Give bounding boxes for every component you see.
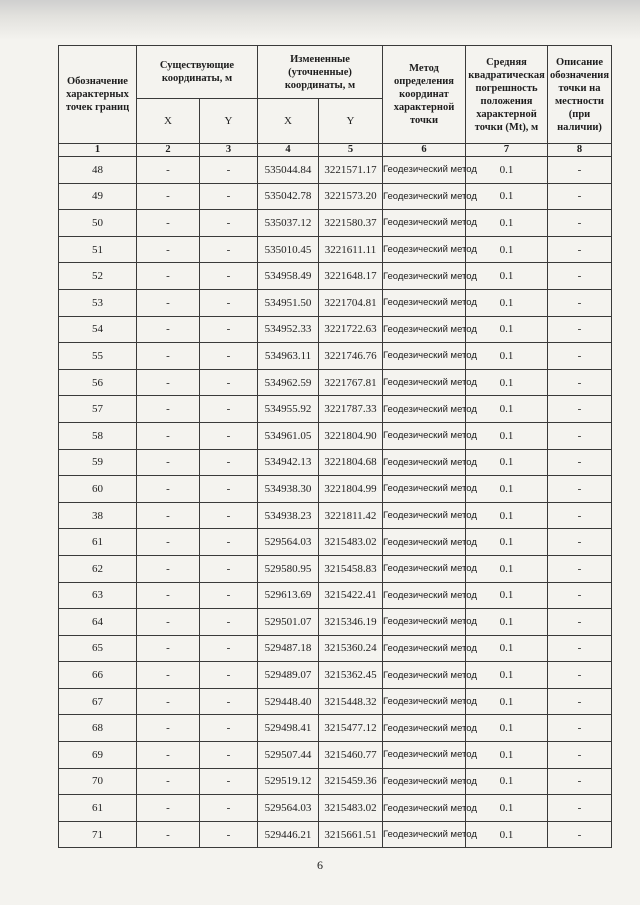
- cell-existing-y: -: [200, 529, 258, 556]
- cell-existing-x: -: [137, 529, 200, 556]
- cell-point-id: 56: [59, 369, 137, 396]
- page-number: 6: [317, 858, 323, 872]
- cell-x: 529487.18: [258, 635, 319, 662]
- cell-error: 0.1: [466, 263, 548, 290]
- table-row: [59, 635, 612, 662]
- cell-method: Геодезический метод: [383, 316, 466, 343]
- cell-error: 0.1: [466, 369, 548, 396]
- header-description: Описание обозначения точки на местности (при наличии): [548, 46, 612, 144]
- cell-error: 0.1: [466, 289, 548, 316]
- cell-y: 3221648.17: [319, 263, 383, 290]
- cell-point-id: 67: [59, 688, 137, 715]
- cell-description: -: [548, 795, 612, 822]
- cell-existing-y: -: [200, 289, 258, 316]
- cell-method: Геодезический метод: [383, 263, 466, 290]
- cell-point-id: 55: [59, 343, 137, 370]
- cell-point-id: 71: [59, 821, 137, 848]
- cell-method: Геодезический метод: [383, 210, 466, 237]
- cell-y: 3221573.20: [319, 183, 383, 210]
- cell-point-id: 62: [59, 555, 137, 582]
- cell-y: 3221571.17: [319, 157, 383, 184]
- cell-existing-x: -: [137, 609, 200, 636]
- cell-existing-x: -: [137, 210, 200, 237]
- table-row: [59, 476, 612, 503]
- cell-y: 3215362.45: [319, 662, 383, 689]
- cell-x: 529613.69: [258, 582, 319, 609]
- cell-y: 3215483.02: [319, 529, 383, 556]
- column-number: 4: [258, 144, 319, 157]
- cell-error: 0.1: [466, 688, 548, 715]
- cell-existing-x: -: [137, 157, 200, 184]
- cell-error: 0.1: [466, 316, 548, 343]
- table-row: [59, 449, 612, 476]
- cell-y: 3215483.02: [319, 795, 383, 822]
- header-point-designation: Обозначение характерных точек границ: [59, 46, 137, 144]
- cell-existing-y: -: [200, 449, 258, 476]
- cell-error: 0.1: [466, 768, 548, 795]
- cell-existing-x: -: [137, 422, 200, 449]
- cell-description: -: [548, 688, 612, 715]
- cell-x: 534955.92: [258, 396, 319, 423]
- cell-existing-y: -: [200, 369, 258, 396]
- cell-method: Геодезический метод: [383, 688, 466, 715]
- cell-x: 529446.21: [258, 821, 319, 848]
- cell-description: -: [548, 396, 612, 423]
- cell-existing-x: -: [137, 502, 200, 529]
- cell-error: 0.1: [466, 529, 548, 556]
- cell-y: 3215661.51: [319, 821, 383, 848]
- cell-error: 0.1: [466, 476, 548, 503]
- column-number: 3: [200, 144, 258, 157]
- cell-existing-x: -: [137, 821, 200, 848]
- cell-point-id: 68: [59, 715, 137, 742]
- cell-y: 3215448.32: [319, 688, 383, 715]
- table-body: [59, 157, 612, 848]
- cell-error: 0.1: [466, 609, 548, 636]
- cell-method: Геодезический метод: [383, 609, 466, 636]
- cell-method: Геодезический метод: [383, 157, 466, 184]
- cell-description: -: [548, 476, 612, 503]
- cell-description: -: [548, 742, 612, 769]
- cell-x: 529489.07: [258, 662, 319, 689]
- cell-existing-x: -: [137, 316, 200, 343]
- cell-point-id: 50: [59, 210, 137, 237]
- cell-description: -: [548, 263, 612, 290]
- table-row: [59, 582, 612, 609]
- cell-existing-y: -: [200, 157, 258, 184]
- cell-description: -: [548, 343, 612, 370]
- cell-point-id: 69: [59, 742, 137, 769]
- cell-description: -: [548, 662, 612, 689]
- cell-existing-y: -: [200, 768, 258, 795]
- cell-error: 0.1: [466, 715, 548, 742]
- cell-method: Геодезический метод: [383, 396, 466, 423]
- cell-x: 534952.33: [258, 316, 319, 343]
- cell-error: 0.1: [466, 635, 548, 662]
- cell-description: -: [548, 715, 612, 742]
- cell-existing-x: -: [137, 396, 200, 423]
- header-changed-x: X: [258, 99, 319, 144]
- cell-y: 3221580.37: [319, 210, 383, 237]
- cell-error: 0.1: [466, 502, 548, 529]
- cell-existing-x: -: [137, 476, 200, 503]
- cell-error: 0.1: [466, 582, 548, 609]
- table-row: [59, 662, 612, 689]
- cell-point-id: 53: [59, 289, 137, 316]
- cell-y: 3215460.77: [319, 742, 383, 769]
- table-row: [59, 502, 612, 529]
- table-row: [59, 316, 612, 343]
- cell-existing-y: -: [200, 502, 258, 529]
- cell-method: Геодезический метод: [383, 449, 466, 476]
- cell-x: 529507.44: [258, 742, 319, 769]
- table-row: [59, 768, 612, 795]
- cell-method: Геодезический метод: [383, 742, 466, 769]
- cell-point-id: 63: [59, 582, 137, 609]
- header-changed-coordinates: Измененные (уточненные) координаты, м: [258, 46, 383, 99]
- cell-y: 3215360.24: [319, 635, 383, 662]
- cell-point-id: 54: [59, 316, 137, 343]
- cell-existing-y: -: [200, 821, 258, 848]
- cell-existing-y: -: [200, 396, 258, 423]
- cell-existing-x: -: [137, 236, 200, 263]
- header-error: Средняя квадратическая погрешность положения характерной точки (Mt), м: [466, 46, 548, 144]
- cell-method: Геодезический метод: [383, 768, 466, 795]
- cell-point-id: 57: [59, 396, 137, 423]
- cell-existing-x: -: [137, 369, 200, 396]
- cell-existing-y: -: [200, 210, 258, 237]
- table-row: [59, 422, 612, 449]
- table-row: [59, 555, 612, 582]
- cell-x: 529448.40: [258, 688, 319, 715]
- cell-method: Геодезический метод: [383, 529, 466, 556]
- cell-existing-x: -: [137, 263, 200, 290]
- cell-x: 534951.50: [258, 289, 319, 316]
- cell-error: 0.1: [466, 449, 548, 476]
- cell-point-id: 66: [59, 662, 137, 689]
- cell-method: Геодезический метод: [383, 795, 466, 822]
- cell-x: 529564.03: [258, 529, 319, 556]
- cell-error: 0.1: [466, 343, 548, 370]
- cell-x: 534963.11: [258, 343, 319, 370]
- cell-existing-x: -: [137, 343, 200, 370]
- cell-point-id: 65: [59, 635, 137, 662]
- cell-y: 3221811.42: [319, 502, 383, 529]
- table-row: [59, 236, 612, 263]
- cell-point-id: 49: [59, 183, 137, 210]
- cell-description: -: [548, 529, 612, 556]
- cell-point-id: 51: [59, 236, 137, 263]
- cell-existing-y: -: [200, 555, 258, 582]
- cell-point-id: 60: [59, 476, 137, 503]
- cell-existing-x: -: [137, 582, 200, 609]
- header-method: Метод определения координат характерной точки: [383, 46, 466, 144]
- cell-description: -: [548, 289, 612, 316]
- cell-x: 535044.84: [258, 157, 319, 184]
- cell-y: 3221804.68: [319, 449, 383, 476]
- cell-description: -: [548, 555, 612, 582]
- cell-existing-y: -: [200, 582, 258, 609]
- cell-method: Геодезический метод: [383, 183, 466, 210]
- cell-y: 3215459.36: [319, 768, 383, 795]
- table-row: [59, 157, 612, 184]
- coordinates-table: [58, 45, 612, 848]
- cell-x: 534938.30: [258, 476, 319, 503]
- cell-existing-y: -: [200, 343, 258, 370]
- cell-y: 3221804.90: [319, 422, 383, 449]
- cell-existing-y: -: [200, 316, 258, 343]
- cell-error: 0.1: [466, 210, 548, 237]
- cell-method: Геодезический метод: [383, 369, 466, 396]
- cell-x: 534942.13: [258, 449, 319, 476]
- cell-existing-x: -: [137, 715, 200, 742]
- cell-description: -: [548, 157, 612, 184]
- cell-existing-x: -: [137, 662, 200, 689]
- cell-description: -: [548, 821, 612, 848]
- cell-point-id: 52: [59, 263, 137, 290]
- cell-existing-x: -: [137, 742, 200, 769]
- cell-y: 3221804.99: [319, 476, 383, 503]
- cell-x: 535010.45: [258, 236, 319, 263]
- cell-point-id: 64: [59, 609, 137, 636]
- cell-y: 3221722.63: [319, 316, 383, 343]
- cell-existing-x: -: [137, 795, 200, 822]
- table-row: [59, 396, 612, 423]
- cell-existing-y: -: [200, 662, 258, 689]
- cell-method: Геодезический метод: [383, 821, 466, 848]
- cell-x: 529519.12: [258, 768, 319, 795]
- header-existing-x: X: [137, 99, 200, 144]
- cell-x: 535037.12: [258, 210, 319, 237]
- cell-y: 3215346.19: [319, 609, 383, 636]
- cell-error: 0.1: [466, 422, 548, 449]
- cell-existing-y: -: [200, 422, 258, 449]
- table-row: [59, 289, 612, 316]
- cell-y: 3221767.81: [319, 369, 383, 396]
- cell-description: -: [548, 210, 612, 237]
- cell-y: 3215458.83: [319, 555, 383, 582]
- cell-y: 3221611.11: [319, 236, 383, 263]
- table-row: [59, 210, 612, 237]
- cell-x: 534958.49: [258, 263, 319, 290]
- cell-error: 0.1: [466, 742, 548, 769]
- cell-x: 535042.78: [258, 183, 319, 210]
- cell-method: Геодезический метод: [383, 476, 466, 503]
- header-changed-y: Y: [319, 99, 383, 144]
- cell-error: 0.1: [466, 821, 548, 848]
- column-number: 7: [466, 144, 548, 157]
- column-number-row: [59, 144, 612, 157]
- cell-existing-x: -: [137, 183, 200, 210]
- header-existing-y: Y: [200, 99, 258, 144]
- cell-existing-x: -: [137, 768, 200, 795]
- cell-x: 529564.03: [258, 795, 319, 822]
- cell-error: 0.1: [466, 183, 548, 210]
- cell-existing-x: -: [137, 688, 200, 715]
- cell-error: 0.1: [466, 157, 548, 184]
- cell-description: -: [548, 369, 612, 396]
- cell-y: 3215477.12: [319, 715, 383, 742]
- cell-method: Геодезический метод: [383, 555, 466, 582]
- cell-method: Геодезический метод: [383, 715, 466, 742]
- cell-point-id: 59: [59, 449, 137, 476]
- table-row: [59, 369, 612, 396]
- cell-error: 0.1: [466, 396, 548, 423]
- column-number: 2: [137, 144, 200, 157]
- table-row: [59, 263, 612, 290]
- cell-description: -: [548, 422, 612, 449]
- cell-existing-x: -: [137, 449, 200, 476]
- cell-x: 529580.95: [258, 555, 319, 582]
- column-number: 1: [59, 144, 137, 157]
- cell-existing-y: -: [200, 742, 258, 769]
- header-existing-coordinates: Существующие координаты, м: [137, 46, 258, 99]
- cell-description: -: [548, 768, 612, 795]
- table-row: [59, 715, 612, 742]
- cell-existing-x: -: [137, 289, 200, 316]
- cell-existing-y: -: [200, 635, 258, 662]
- cell-error: 0.1: [466, 555, 548, 582]
- cell-x: 534962.59: [258, 369, 319, 396]
- table-row: [59, 609, 612, 636]
- cell-description: -: [548, 449, 612, 476]
- cell-y: 3215422.41: [319, 582, 383, 609]
- cell-method: Геодезический метод: [383, 635, 466, 662]
- cell-point-id: 38: [59, 502, 137, 529]
- cell-point-id: 61: [59, 529, 137, 556]
- cell-x: 534938.23: [258, 502, 319, 529]
- cell-method: Геодезический метод: [383, 582, 466, 609]
- cell-existing-x: -: [137, 635, 200, 662]
- cell-existing-y: -: [200, 236, 258, 263]
- cell-x: 534961.05: [258, 422, 319, 449]
- cell-existing-y: -: [200, 609, 258, 636]
- cell-description: -: [548, 236, 612, 263]
- cell-y: 3221704.81: [319, 289, 383, 316]
- cell-point-id: 48: [59, 157, 137, 184]
- cell-error: 0.1: [466, 795, 548, 822]
- cell-method: Геодезический метод: [383, 289, 466, 316]
- cell-existing-y: -: [200, 795, 258, 822]
- cell-description: -: [548, 502, 612, 529]
- column-number: 8: [548, 144, 612, 157]
- cell-description: -: [548, 635, 612, 662]
- cell-method: Геодезический метод: [383, 343, 466, 370]
- cell-error: 0.1: [466, 662, 548, 689]
- cell-point-id: 58: [59, 422, 137, 449]
- cell-method: Геодезический метод: [383, 662, 466, 689]
- cell-method: Геодезический метод: [383, 422, 466, 449]
- column-number: 5: [319, 144, 383, 157]
- cell-point-id: 61: [59, 795, 137, 822]
- cell-method: Геодезический метод: [383, 236, 466, 263]
- cell-existing-y: -: [200, 263, 258, 290]
- cell-y: 3221746.76: [319, 343, 383, 370]
- cell-method: Геодезический метод: [383, 502, 466, 529]
- column-number: 6: [383, 144, 466, 157]
- cell-existing-y: -: [200, 715, 258, 742]
- table-row: [59, 795, 612, 822]
- cell-existing-y: -: [200, 183, 258, 210]
- table-row: [59, 343, 612, 370]
- cell-existing-x: -: [137, 555, 200, 582]
- cell-y: 3221787.33: [319, 396, 383, 423]
- cell-existing-y: -: [200, 688, 258, 715]
- cell-point-id: 70: [59, 768, 137, 795]
- table-row: [59, 821, 612, 848]
- cell-description: -: [548, 582, 612, 609]
- cell-x: 529501.07: [258, 609, 319, 636]
- table-row: [59, 183, 612, 210]
- table-row: [59, 688, 612, 715]
- scan-edge-shadow: [0, 0, 640, 40]
- cell-error: 0.1: [466, 236, 548, 263]
- cell-description: -: [548, 609, 612, 636]
- cell-description: -: [548, 183, 612, 210]
- cell-x: 529498.41: [258, 715, 319, 742]
- cell-existing-y: -: [200, 476, 258, 503]
- cell-description: -: [548, 316, 612, 343]
- table-row: [59, 529, 612, 556]
- table-row: [59, 742, 612, 769]
